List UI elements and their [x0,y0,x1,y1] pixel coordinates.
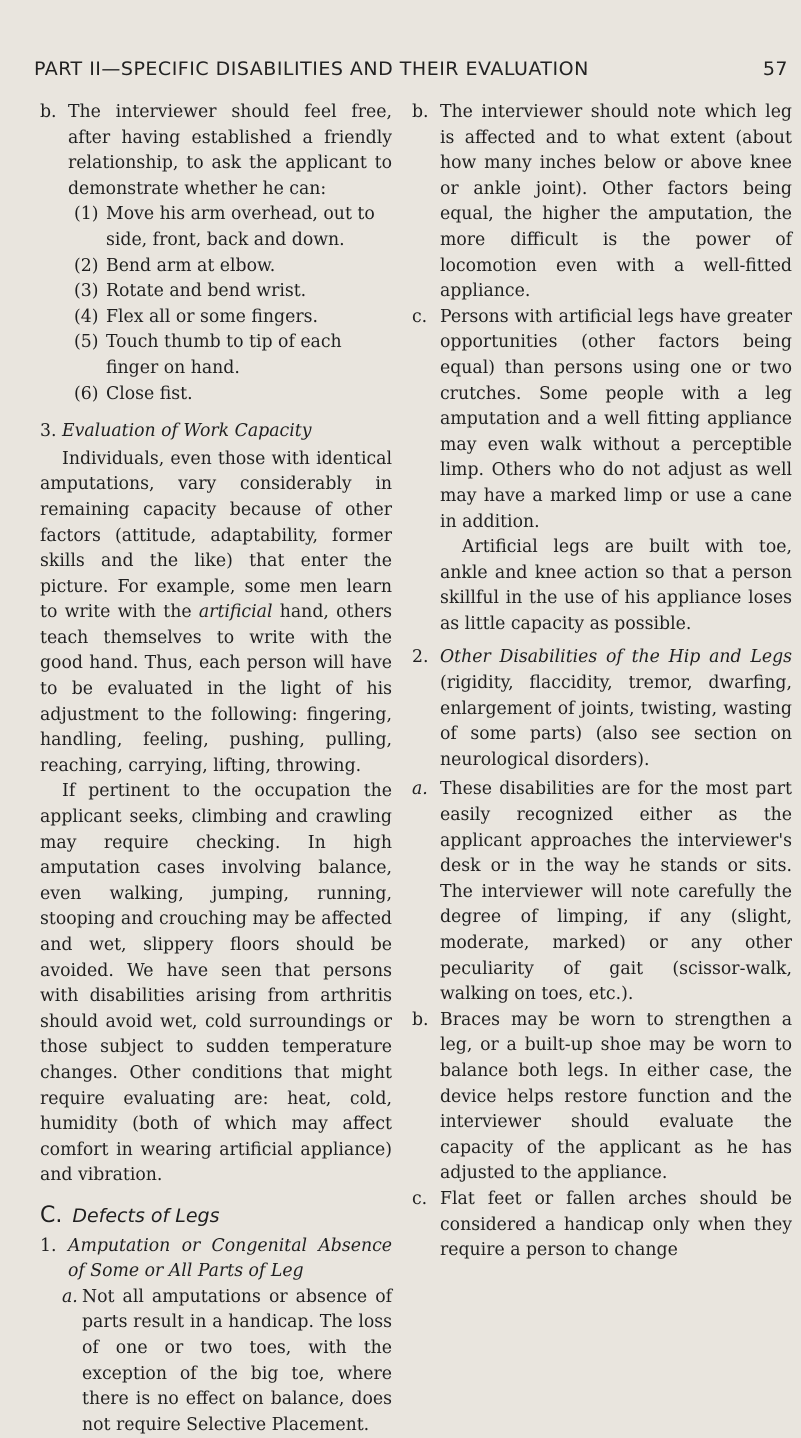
subsection-1-heading: 1. Amputation or Congenital Absence of Some or All Parts of Leg [40,1235,392,1282]
movement-item: (6) Close fist. [74,383,193,404]
item-c-continuation: Artificial legs are built with toe, ankle and knee action so that a person skillful in the use of his appliance loses as little capacity as possible. [440,537,792,634]
movement-item: (2) Bend arm at elbow. [74,255,276,276]
item-b2-right: b. Braces may be worn to strengthen a leg, or a built-up shoe may be worn to balance both legs. In either case, the device helps restore function and the interviewer should evaluate the capacity of the applicant as he has adjusted to the appliance. [412,1009,792,1184]
section-3-paragraph-1: Individuals, even those with identical amputations, vary considerably in remaining capacity because of other factors (attitude, adaptability, former skills and the like) that enter the picture. For example, some men learn to write with the artificial hand, others teach themselves to write with the good hand. Thus, each person will have to be evaluated in the light of his adjustment to the following: fingering, handling, feeling, pushing, pulling, reaching, carrying, lifting, throwing. [40,448,392,776]
movement-item: (1) Move his arm overhead, out to side, front, back and down. [74,204,375,250]
item-text: The interviewer should feel free, after having established a friendly relationship, to ask the applicant to demonstrate whether he can: [68,102,392,199]
item-c-right: c. Persons with artificial legs have greater opportunities (other factors being equal) than persons using one or two crutches. Some people with a leg amputation and a well fitting appliance may even walk without a perceptible limp. Others who do not adjust as well may have a marked limp or use a cane in addition. [412,306,792,532]
section-3-heading: 3. Evaluation of Work Capacity [40,421,312,442]
movement-item: (5) Touch thumb to tip of each finger on hand. [74,332,342,378]
item-b-right: b. The interviewer should note which leg is affected and to what extent (about how many inches below or above knee or ankle joint). Other factors being equal, the higher the amputation, the more difficult is the power of locomotion even with a well-fitted appliance. [412,102,792,302]
section-c-heading: C. Defects of Legs [40,1202,220,1228]
item-label: b. [40,102,57,122]
movement-list [40,202,392,407]
item-b-left [40,100,392,202]
section-3-paragraph-2: If pertinent to the occupation the applicant seeks, climbing and crawling may require checking. In high amputation cases involving balance, even walking, jumping, running, stooping and crouching may be affected and wet, slippery floors should be avoided. We have seen that persons with disabilities arising from arthritis should avoid wet, cold surroundings or those subject to sudden temperature changes. Other conditions that might require evaluating are: heat, cold, humidity (both of which may affect comfort in wearing artificial appliance) and vibration. [40,781,392,1186]
running-head-title: PART II—SPECIFIC DISABILITIES AND THEIR EVALUATION [34,58,589,80]
page-number: 57 [762,58,788,80]
running-header [34,58,794,80]
movement-item: (4) Flex all or some fingers. [74,306,318,327]
movement-item: (3) Rotate and bend wrist. [74,281,307,302]
subsection-2-heading: 2. Other Disabilities of the Hip and Legs (rigidity, flaccidity, tremor, dwarfing, enlargement of joints, twisting, wasting of some parts) (also see section on neurological disorders). [412,647,792,770]
right-column [412,100,792,1264]
item-a-left: a. Not all amputations or absence of parts result in a handicap. The loss of one or two toes, with the exception of the big toe, where there is no effect on balance, does not require Selective Placement. [62,1286,392,1435]
left-column [40,100,392,1438]
item-c2-right: c. Flat feet or fallen arches should be considered a handicap only when they require a person to change [412,1188,792,1261]
item-a-right: a. These disabilities are for the most part easily recognized either as the applicant approaches the interviewer's desk or in the way he stands or sits. The interviewer will note carefully the degree of limping, if any (slight, moderate, marked) or any other peculiarity of gait (scissor-walk, walking on toes, etc.). [412,779,792,1005]
